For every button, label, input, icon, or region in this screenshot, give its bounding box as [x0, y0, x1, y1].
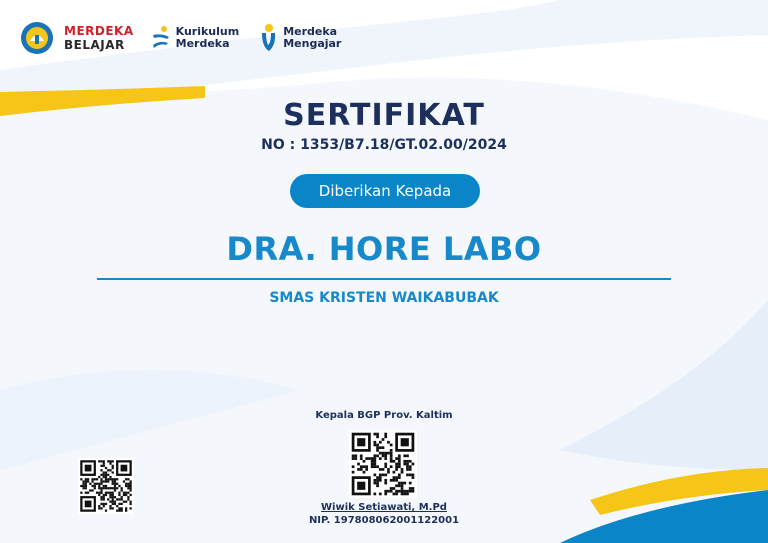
- signer-name: Wiwik Setiawati, M.Pd: [321, 502, 447, 513]
- merdeka-belajar-logo: [64, 24, 134, 52]
- logo-text-kurikulum: Kurikulum: [175, 25, 240, 38]
- merdeka-mengajar-icon: [259, 23, 279, 53]
- signature-qr-code: [349, 430, 417, 498]
- logo-text-merdeka-2: Merdeka: [283, 25, 338, 38]
- tut-wuri-handayani-icon: [20, 21, 54, 55]
- recipient-name: DRA. HORE LABO: [226, 230, 542, 268]
- kurikulum-merdeka-icon: [150, 25, 172, 51]
- logo-text-kurikulum-merdeka: Merdeka: [175, 37, 230, 50]
- signer-nip: NIP. 197808062001122001: [308, 515, 460, 526]
- certificate-title: SERTIFIKAT: [283, 98, 485, 133]
- logo-text-belajar: BELAJAR: [64, 38, 125, 52]
- certificate-number: NO : 1353/B7.18/GT.02.00/2024: [261, 137, 507, 153]
- logo-text-merdeka: MERDEKA: [64, 24, 134, 38]
- kurikulum-merdeka-logo: [150, 25, 240, 51]
- logo-text-mengajar: Mengajar: [283, 37, 342, 50]
- school-name: SMAS KRISTEN WAIKABUBAK: [269, 290, 499, 306]
- merdeka-mengajar-logo: [259, 23, 341, 53]
- given-to-badge: Diberikan Kepada: [290, 174, 480, 208]
- header-logos: [20, 18, 341, 58]
- name-underline: [97, 278, 671, 280]
- signer-position: Kepala BGP Prov. Kaltim: [315, 410, 453, 421]
